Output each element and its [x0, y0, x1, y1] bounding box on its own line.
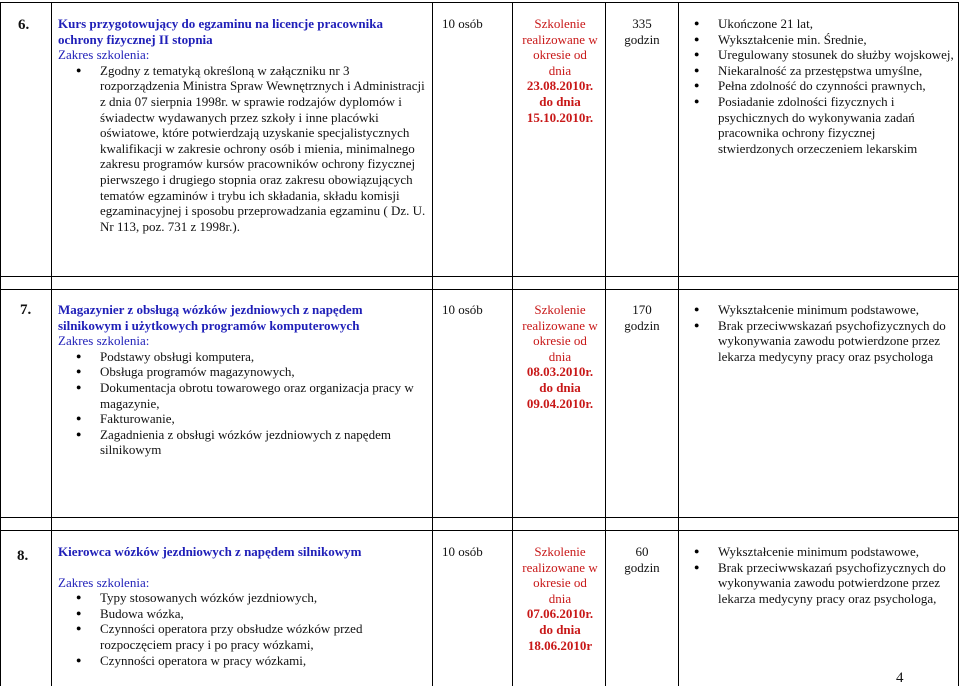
requirements-cell — [676, 302, 954, 364]
requirement-item: ● Ukończone 21 lat, — [676, 16, 954, 32]
hours — [606, 16, 678, 47]
row7-top-border — [0, 289, 959, 290]
scope-item: ● Zagadnienia z obsługi wózków jezdniowych z napędem silnikowym — [58, 427, 428, 458]
requirement-item: ● Brak przeciwwskazań psychofizycznych do wykonywania zawodu potwierdzone przez lekarza medycyny pracy oraz psychologa, — [676, 560, 954, 607]
scope-item: ● Fakturowanie, — [58, 411, 428, 427]
scope-item: ● Podstawy obsługi komputera, — [58, 349, 428, 365]
requirements-cell — [676, 16, 954, 156]
requirement-item: ● Wykształcenie minimum podstawowe, — [676, 544, 954, 560]
course-title — [58, 544, 428, 560]
requirements-cell — [676, 544, 954, 606]
date-to: 18.06.2010r — [527, 637, 593, 653]
col-border-0 — [0, 2, 1, 686]
requirement-item: ● Wykształcenie minimum podstawowe, — [676, 302, 954, 318]
mode-line: realizowane w — [522, 31, 598, 47]
row6-bottom-border — [0, 276, 959, 277]
requirement-item: ● Wykształcenie min. Średnie, — [676, 32, 954, 48]
date-from: 08.03.2010r. — [526, 364, 594, 380]
col-border-3 — [512, 2, 513, 686]
date-to: 15.10.2010r. — [526, 109, 594, 125]
scope-item: ● Czynności operatora przy obsłudze wózków przed rozpoczęciem pracy i po pracy wózkami, — [58, 621, 428, 652]
mode-line: dnia — [548, 348, 572, 364]
row7-bottom-border — [0, 517, 959, 518]
requirements-list — [676, 544, 954, 606]
course-title-line: Magazynier z obsługą wózków jezdniowych z napędem — [58, 302, 363, 317]
row-number: 8. — [17, 548, 29, 564]
hours-value: 60 — [635, 544, 649, 559]
scope-item: ● Typy stosowanych wózków jezdniowych, — [58, 590, 428, 606]
date-from: 07.06.2010r. — [526, 606, 594, 622]
requirement-item: ● Brak przeciwwskazań psychofizycznych do wykonywania zawodu potwierdzone przez lekarza medycyny pracy oraz psychologa — [676, 318, 954, 365]
date-to: 09.04.2010r. — [526, 395, 594, 411]
hours-unit: godzin — [624, 317, 660, 333]
row6-top-border — [0, 2, 959, 3]
scope-list — [58, 63, 428, 235]
requirement-item: ● Pełna zdolność do czynności prawnych, — [676, 78, 954, 94]
hours-value: 170 — [632, 302, 652, 317]
hours — [606, 544, 678, 575]
scope-item: ● Obsługa programów magazynowych, — [58, 364, 428, 380]
scope-label: Zakres szkolenia: — [58, 574, 150, 590]
scope-list — [58, 590, 428, 668]
scope-item: ● Czynności operatora w pracy wózkami, — [58, 653, 428, 669]
hours-unit: godzin — [624, 31, 660, 47]
mode-line: dnia — [548, 590, 572, 606]
requirements-list — [676, 302, 954, 364]
mode-line: realizowane w — [522, 559, 598, 575]
training-period — [514, 544, 606, 653]
requirement-item: ● Niekaralność za przestępstwa umyślne, — [676, 63, 954, 79]
date-from: 23.08.2010r. — [526, 78, 594, 94]
scope-label: Zakres szkolenia: — [58, 333, 150, 349]
mode-line: Szkolenie — [534, 302, 586, 317]
participants: 10 osób — [442, 544, 483, 559]
training-period — [514, 302, 606, 411]
date-to-label: do dnia — [539, 621, 581, 637]
course-title-line: silnikowym i użytkowych programów komputerowych — [58, 317, 360, 333]
course-cell — [58, 16, 428, 234]
mode-line: dnia — [548, 62, 572, 78]
mode-line: okresie od — [533, 47, 587, 63]
scope-item: ● Dokumentacja obrotu towarowego oraz organizacja pracy w magazynie, — [58, 380, 428, 411]
course-title-line: ochrony fizycznej II stopnia — [58, 31, 213, 47]
scope-item: ● Budowa wózka, — [58, 606, 428, 622]
mode-line: okresie od — [533, 333, 587, 349]
date-to-label: do dnia — [539, 93, 581, 109]
hours-value: 335 — [632, 16, 652, 31]
course-title-line: Kurs przygotowujący do egzaminu na licencje pracownika — [58, 16, 383, 31]
mode-line: okresie od — [533, 575, 587, 591]
col-border-2 — [432, 2, 433, 686]
requirement-item: ● Uregulowany stosunek do służby wojskowej, — [676, 47, 954, 63]
hours-unit: godzin — [624, 559, 660, 575]
row-number: 7. — [20, 302, 32, 318]
course-title — [58, 302, 428, 333]
mode-line: Szkolenie — [534, 16, 586, 31]
hours — [606, 302, 678, 333]
page-number: 4 — [896, 670, 904, 686]
course-cell — [58, 302, 428, 458]
scope-list — [58, 349, 428, 458]
mode-line: Szkolenie — [534, 544, 586, 559]
row8-top-border — [0, 530, 959, 531]
requirement-item: ● Posiadanie zdolności fizycznych i psychicznych do wykonywania zadań pracownika ochrony fizycznej stwierdzonych orzeczeniem lekarskim — [676, 94, 954, 156]
course-title — [58, 16, 428, 47]
date-to-label: do dnia — [539, 379, 581, 395]
row-number: 6. — [18, 17, 30, 33]
scope-label: Zakres szkolenia: — [58, 47, 150, 63]
scope-item: ● Zgodny z tematyką określoną w załączniku nr 3 rozporządzenia Ministra Spraw Wewnętrznych i Administracji z dnia 07 sierpnia 1998r. w sprawie rodzajów dyplomów i świadectw wydawanych przez szkoły i inne placówki oświatowe, które potwierdzają uzyskanie specjalistycznych kwalifikacji w zakresie ochrony osób i mienia, minimalnego zakresu programów kursów pracowników ochrony fizycznej pierwszego i drugiego stopnia oraz zakresu obowiązujących tematów egzaminów i trybu ich składania, składu komisji egzaminacyjnej i sposobu przeprowadzania egzaminu ( Dz. U. Nr 113, poz. 731 z 1998r.). — [58, 63, 428, 235]
participants: 10 osób — [442, 16, 483, 31]
training-period — [514, 16, 606, 125]
course-title-line: Kierowca wózków jezdniowych z napędem silnikowym — [58, 544, 362, 559]
mode-line: realizowane w — [522, 317, 598, 333]
requirements-list — [676, 16, 954, 156]
col-border-1 — [51, 2, 52, 686]
course-cell — [58, 544, 428, 668]
participants: 10 osób — [442, 302, 483, 317]
